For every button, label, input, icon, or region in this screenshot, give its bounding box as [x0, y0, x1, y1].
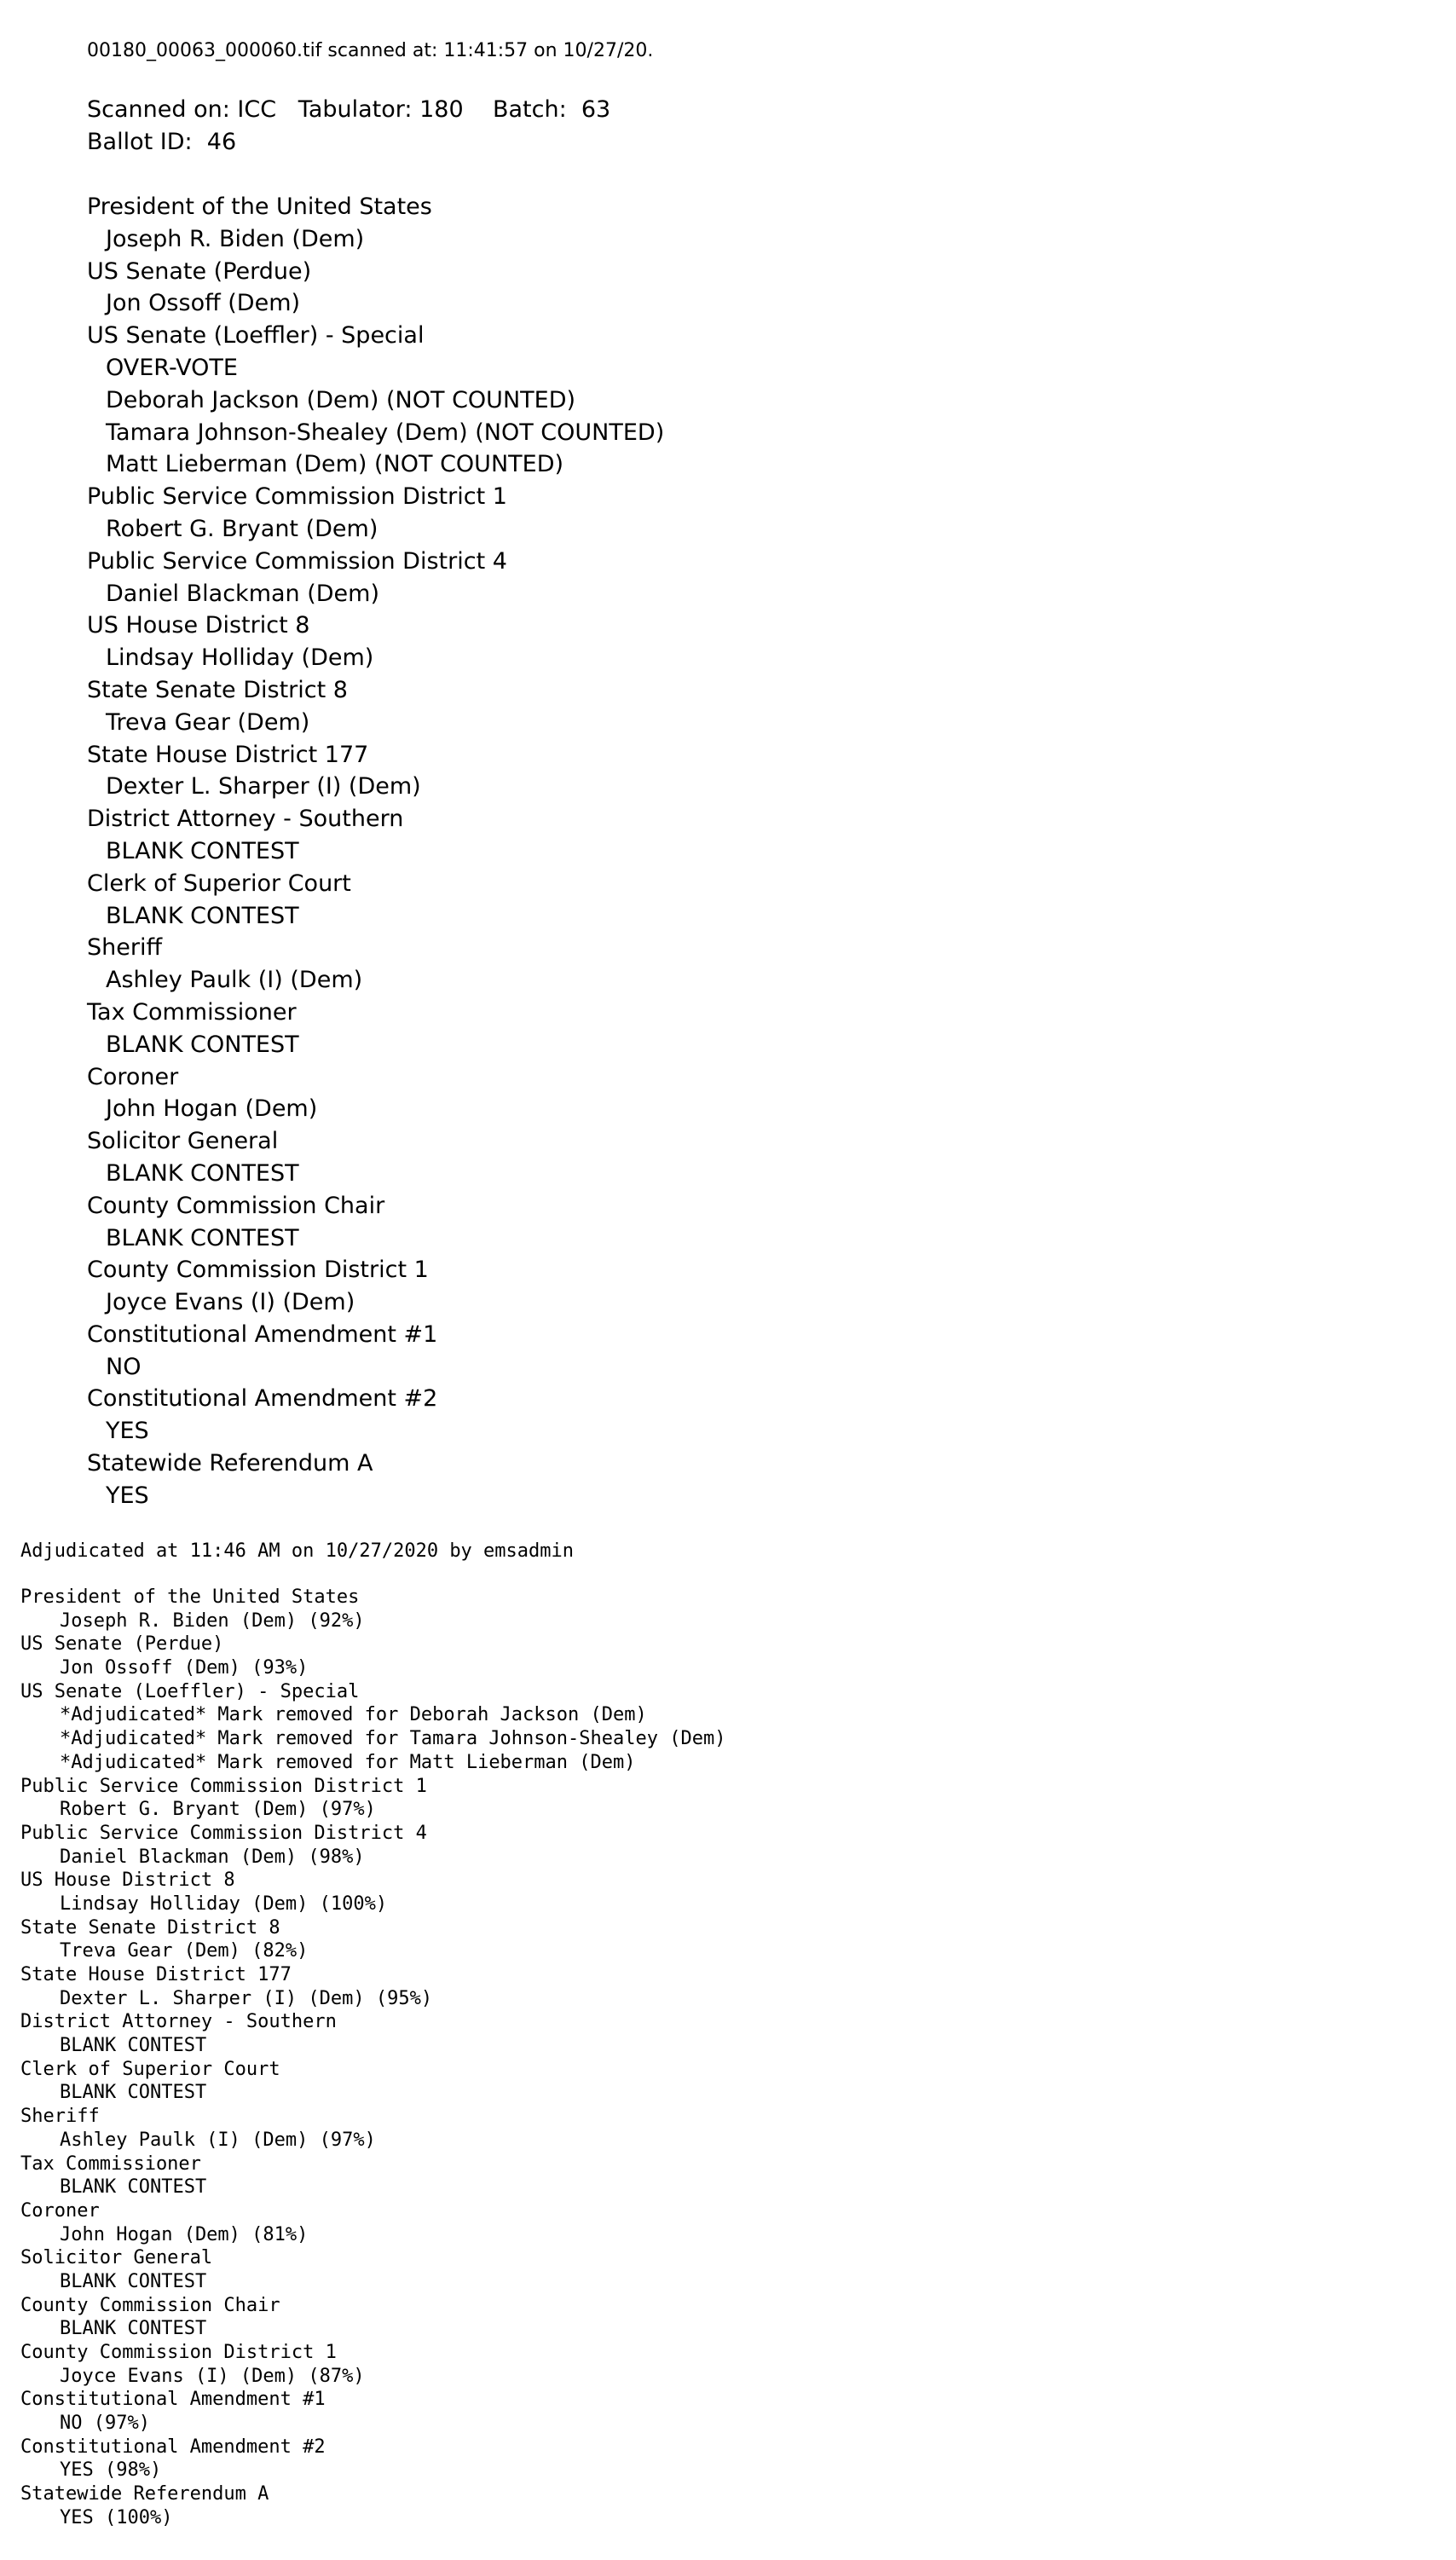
contest-choice: Ashley Paulk (I) (Dem) [106, 967, 363, 994]
contest-choice: Treva Gear (Dem) (82%) [60, 1940, 309, 1962]
contest-title: Statewide Referendum A [87, 1450, 373, 1477]
contest-title: Public Service Commission District 1 [87, 483, 507, 511]
adjudication-section [20, 1540, 1384, 2530]
contest-title: Public Service Commission District 4 [20, 1822, 427, 1844]
contest-choice: YES [106, 1418, 149, 1445]
contest-title: President of the United States [87, 194, 432, 220]
contest-title: US House District 8 [87, 612, 310, 639]
contest-title: State Senate District 8 [87, 676, 348, 703]
contest-choice: Joyce Evans (I) (Dem) (87%) [60, 2365, 365, 2387]
scanned-on-line: Scanned on: ICC Tabulator: 180 Batch: 63 [87, 96, 611, 123]
contest-choice: Treva Gear (Dem) [106, 708, 310, 736]
contest-title: District Attorney - Southern [20, 2011, 337, 2033]
contest-choice: Lindsay Holliday (Dem) [106, 644, 374, 672]
contest-choice: OVER-VOTE [106, 354, 238, 381]
contest-title: Sheriff [20, 2106, 100, 2128]
contest-choice: Ashley Paulk (I) (Dem) (97%) [60, 2129, 376, 2151]
contest-choice: BLANK CONTEST [60, 2176, 207, 2199]
contest-title: Solicitor General [87, 1128, 279, 1155]
contest-title: Public Service Commission District 4 [87, 547, 507, 575]
contest-choice: Joseph R. Biden (Dem) [106, 225, 365, 252]
contest-choice: YES [106, 1482, 149, 1509]
contest-choice: Deborah Jackson (Dem) (NOT COUNTED) [106, 386, 576, 413]
contest-title: Constitutional Amendment #2 [87, 1385, 438, 1413]
contest-choice: BLANK CONTEST [106, 837, 299, 864]
contest-title: Sheriff [87, 934, 163, 962]
contest-choice: NO [106, 1353, 142, 1380]
contest-title: Statewide Referendum A [20, 2483, 269, 2505]
contest-choice: YES (100%) [60, 2506, 173, 2528]
contest-choice: Dexter L. Sharper (I) (Dem) (95%) [60, 1987, 433, 2009]
contest-choice: Lindsay Holliday (Dem) (100%) [60, 1893, 388, 1915]
contest-title: US Senate (Loeffler) - Special [87, 322, 425, 350]
contest-title: President of the United States [20, 1586, 360, 1608]
contest-title: State Senate District 8 [20, 1916, 280, 1939]
contest-choice: Robert G. Bryant (Dem) [106, 515, 378, 542]
contest-choice: BLANK CONTEST [60, 2318, 207, 2340]
contest-choice: Daniel Blackman (Dem) (98%) [60, 1846, 365, 1868]
contest-choice: Jon Ossoff (Dem) [106, 290, 301, 317]
contest-title: Tax Commissioner [87, 998, 297, 1026]
contest-choice: *Adjudicated* Mark removed for Deborah Jackson (Dem) [60, 1704, 647, 1726]
contest-choice: BLANK CONTEST [106, 902, 299, 929]
contest-title: County Commission District 1 [87, 1257, 429, 1284]
contest-choice: BLANK CONTEST [60, 2082, 207, 2104]
contest-choice: Robert G. Bryant (Dem) (97%) [60, 1799, 376, 1821]
contest-choice: BLANK CONTEST [60, 2035, 207, 2057]
contest-title: Tax Commissioner [20, 2153, 201, 2175]
ballot-id-line: Ballot ID: 46 [87, 129, 237, 155]
contest-choice: BLANK CONTEST [60, 2270, 207, 2292]
contest-title: Clerk of Superior Court [20, 2058, 280, 2080]
scan-section [87, 34, 1417, 1512]
contest-title: US Senate (Perdue) [87, 257, 312, 285]
contest-choice: *Adjudicated* Mark removed for Tamara Johnson-Shealey (Dem) [60, 1728, 726, 1750]
contest-title: District Attorney - Southern [87, 806, 404, 833]
contest-choice: YES (98%) [60, 2459, 162, 2482]
ballot-contest-list [87, 191, 1417, 1512]
contest-choice: Joseph R. Biden (Dem) (92%) [60, 1609, 365, 1632]
contest-title: US Senate (Loeffler) - Special [20, 1680, 360, 1702]
contest-title: Public Service Commission District 1 [20, 1775, 427, 1797]
contest-choice: BLANK CONTEST [106, 1224, 299, 1251]
contest-title: US Senate (Perdue) [20, 1633, 224, 1656]
contest-choice: Tamara Johnson-Shealey (Dem) (NOT COUNTED) [106, 419, 665, 446]
contest-title: County Commission Chair [87, 1192, 385, 1219]
contest-title: State House District 177 [87, 741, 369, 768]
contest-title: Coroner [87, 1063, 179, 1090]
contest-choice: Jon Ossoff (Dem) (93%) [60, 1657, 309, 1679]
adjudication-header: Adjudicated at 11:46 AM on 10/27/2020 by emsadmin [20, 1540, 575, 1562]
contest-choice: Matt Lieberman (Dem) (NOT COUNTED) [106, 451, 564, 478]
contest-title: County Commission District 1 [20, 2342, 337, 2363]
contest-title: Clerk of Superior Court [87, 870, 351, 897]
contest-choice: BLANK CONTEST [106, 1159, 299, 1187]
contest-choice: John Hogan (Dem) [106, 1095, 318, 1123]
contest-title: State House District 177 [20, 1964, 292, 1985]
contest-choice: John Hogan (Dem) (81%) [60, 2223, 309, 2245]
contest-title: US House District 8 [20, 1869, 235, 1892]
contest-title: County Commission Chair [20, 2294, 280, 2316]
contest-title: Solicitor General [20, 2247, 213, 2269]
contest-title: Coroner [20, 2199, 100, 2222]
adjudication-contest-list [20, 1586, 1384, 2530]
contest-choice: BLANK CONTEST [106, 1031, 299, 1058]
contest-choice: Joyce Evans (I) (Dem) [106, 1289, 355, 1316]
contest-choice: Daniel Blackman (Dem) [106, 580, 380, 607]
contest-choice: Dexter L. Sharper (I) (Dem) [106, 773, 421, 800]
scan-meta [87, 94, 1417, 159]
contest-title: Constitutional Amendment #1 [20, 2389, 326, 2411]
contest-title: Constitutional Amendment #1 [87, 1320, 438, 1348]
contest-choice: NO (97%) [60, 2413, 150, 2435]
scan-header: 00180_00063_000060.tif scanned at: 11:41:57 on 10/27/20. [87, 40, 654, 61]
contest-choice: *Adjudicated* Mark removed for Matt Lieberman (Dem) [60, 1751, 636, 1773]
contest-title: Constitutional Amendment #2 [20, 2436, 326, 2458]
